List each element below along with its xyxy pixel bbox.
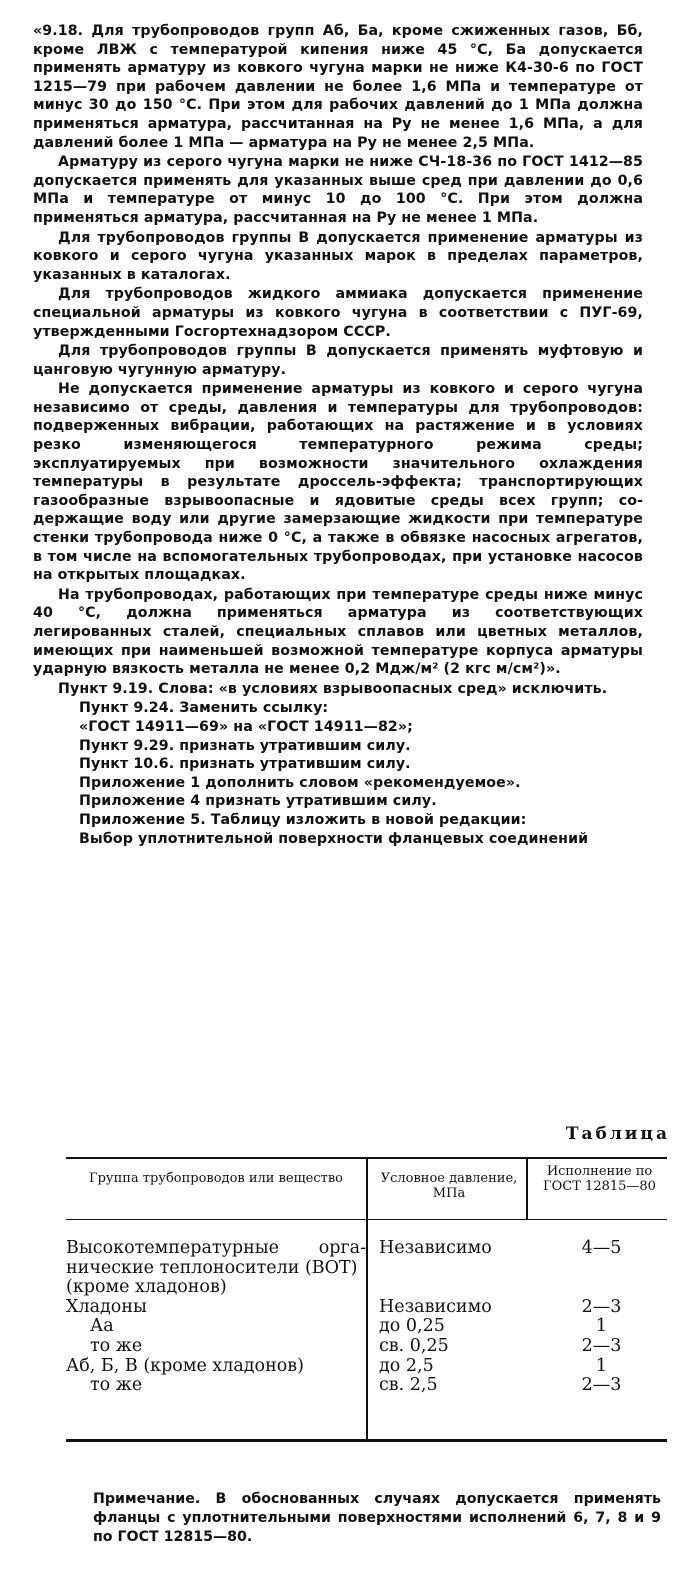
table-cell-pressure: Независимо xyxy=(379,1296,492,1317)
table-cell-pressure: до 0,25 xyxy=(379,1316,445,1337)
paragraph-9-18: «9.18. Для трубопроводов групп Аб, Ба, кроме сжиженных газов, Бб, кроме ЛВЖ с температурой кипения ниже 45 °С, Ба допускается применять арматуру из ковкого чугуна марки не ниже К4-30-6 по ГОСТ 1215—79 при рабочем давлении не более 1,6 МПа и температуре от минус 30 до 150 °С. При этом для рабочих давлений до 1 МПа должна применяться арматура, рассчитанная на Ру не менее 1,6 МПа, а для давлений более 1 МПа — арматура на Ру не менее 2,5 МПа. xyxy=(33,23,643,151)
table-cell-group-wide: Высокотемпературные орга- xyxy=(66,1238,366,1258)
table-note: Примечание. В обоснованных случаях допускается применять фланцы с уплотнительными поверхностями исполнений 6, 7, 8 и 9 по ГОСТ 12815—80. xyxy=(93,1491,661,1545)
body-text xyxy=(33,22,643,848)
command-9-24: Пункт 9.24. Заменить ссылку: xyxy=(79,700,329,717)
column-execution xyxy=(536,1239,667,1396)
paragraph-group-v-coupling: Для трубопроводов группы В допускается применять муфтовую и цанговую чугунную арматуру. xyxy=(33,343,643,378)
table-cell-group: Хладоны xyxy=(66,1296,147,1317)
table-cell-group: Аа xyxy=(90,1316,114,1337)
table-cell-pressure: св. 0,25 xyxy=(379,1335,449,1356)
paragraph-low-temperature: На трубопроводах, работающих при температуре среды ниже минус 40 °С, должна применяться арматура из соответствующих легированных сталей, специальных сплавов или цветных металлов, имеющих при наименьшей возможной температуре корпуса арматуры ударную вязкость металла не менее 0,2 Мдж/м² (2 кгс м/см²)». xyxy=(33,586,643,678)
table-column-divider-2 xyxy=(526,1157,528,1219)
header-pressure: Условное давление, МПа xyxy=(380,1171,518,1201)
table-cell-pressure: до 2,5 xyxy=(379,1355,434,1376)
table-cell-group-text: нические теплоносители (ВОТ) xyxy=(66,1257,358,1278)
table-cell-execution: 2—3 xyxy=(581,1375,622,1396)
table-cell-group: то же xyxy=(90,1375,143,1396)
table-bottom-rule xyxy=(66,1439,667,1442)
paragraph-grey-iron: Арматуру из серого чугуна марки не ниже СЧ-18-36 по ГОСТ 1412—85 допускается применять для указанных выше сред при давлении до 0,6 МПа и температуре от минус 10 до 100 °С. При этом должна применяться арматура, рассчитанная на Ру не менее 1 МПа. xyxy=(33,154,643,226)
header-execution: Исполнение по ГОСТ 12815—80 xyxy=(543,1164,656,1194)
table-title: Выбор уплотнительной поверхности фланцевых соединений xyxy=(79,830,589,847)
command-appendix-5: Приложение 5. Таблицу изложить в новой редакции: xyxy=(79,811,527,828)
command-appendix-4: Приложение 4 признать утратившим силу. xyxy=(79,793,437,810)
command-gost-replace: «ГОСТ 14911—69» на «ГОСТ 14911—82»; xyxy=(79,718,413,735)
table-cell-execution: 2—3 xyxy=(581,1296,622,1317)
paragraph-ammonia: Для трубопроводов жидкого аммиака допускается применение специальной арматуры из ковкого чугуна в соответствии с ПУГ-69, утвержденными Госгортехнадзором СССР. xyxy=(33,286,643,340)
table-cell-pressure: св. 2,5 xyxy=(379,1375,438,1396)
table-cell-execution: 4—5 xyxy=(581,1238,622,1258)
table-cell-execution: 1 xyxy=(595,1316,608,1337)
command-10-6: Пункт 10.6. признать утратившим силу. xyxy=(79,756,411,773)
table-cell-group-text: (кроме хладонов) xyxy=(66,1277,227,1298)
flange-table xyxy=(66,1157,667,1447)
table-cell-pressure: Независимо xyxy=(379,1238,492,1258)
paragraph-prohibited: Не допускается применение арматуры из ковкого и серого чугуна независимо от среды, давления и температуры для трубопроводов: подверженных вибрации, работающих на растяжение и в условиях резко изменяющегося температурного режима среды; эксплуатируемых при возможности значительного охлаждения температуры в результате дроссель-эффекта; транспортирующих газообразные взрывоопасные и ядовитые среды всех групп; содержащие воду или другие замерзающие жидкости при температуре стенки трубопровода ниже 0 °С, а также в обвязке насосных агрегатов, в том числе на вспомогательных трубопроводах, при установке насосов на открытых площадках. xyxy=(33,381,643,584)
column-pressure xyxy=(379,1239,539,1396)
command-appendix-1: Приложение 1 дополнить словом «рекомендуемое». xyxy=(79,774,521,791)
table-cell-execution: 2—3 xyxy=(581,1335,622,1356)
table-cell-group: то же xyxy=(90,1335,143,1356)
header-group: Группа трубопроводов или вещество xyxy=(89,1171,343,1186)
paragraph-group-v-catalog: Для трубопроводов группы В допускается применение арматуры из ковкого и серого чугуна указанных марок в пределах параметров, указанных в каталогах. xyxy=(33,229,643,283)
command-9-29: Пункт 9.29. признать утратившим силу. xyxy=(79,737,411,754)
column-group xyxy=(66,1239,366,1396)
table-column-divider-1 xyxy=(366,1157,368,1439)
table-cell-group: Аб, Б, В (кроме хладонов) xyxy=(66,1355,304,1376)
table-caption: Таблица xyxy=(565,1124,670,1144)
paragraph-9-19: Пункт 9.19. Слова: «в условиях взрывоопасных сред» исключить. xyxy=(58,680,608,697)
table-cell-execution: 1 xyxy=(595,1355,608,1376)
